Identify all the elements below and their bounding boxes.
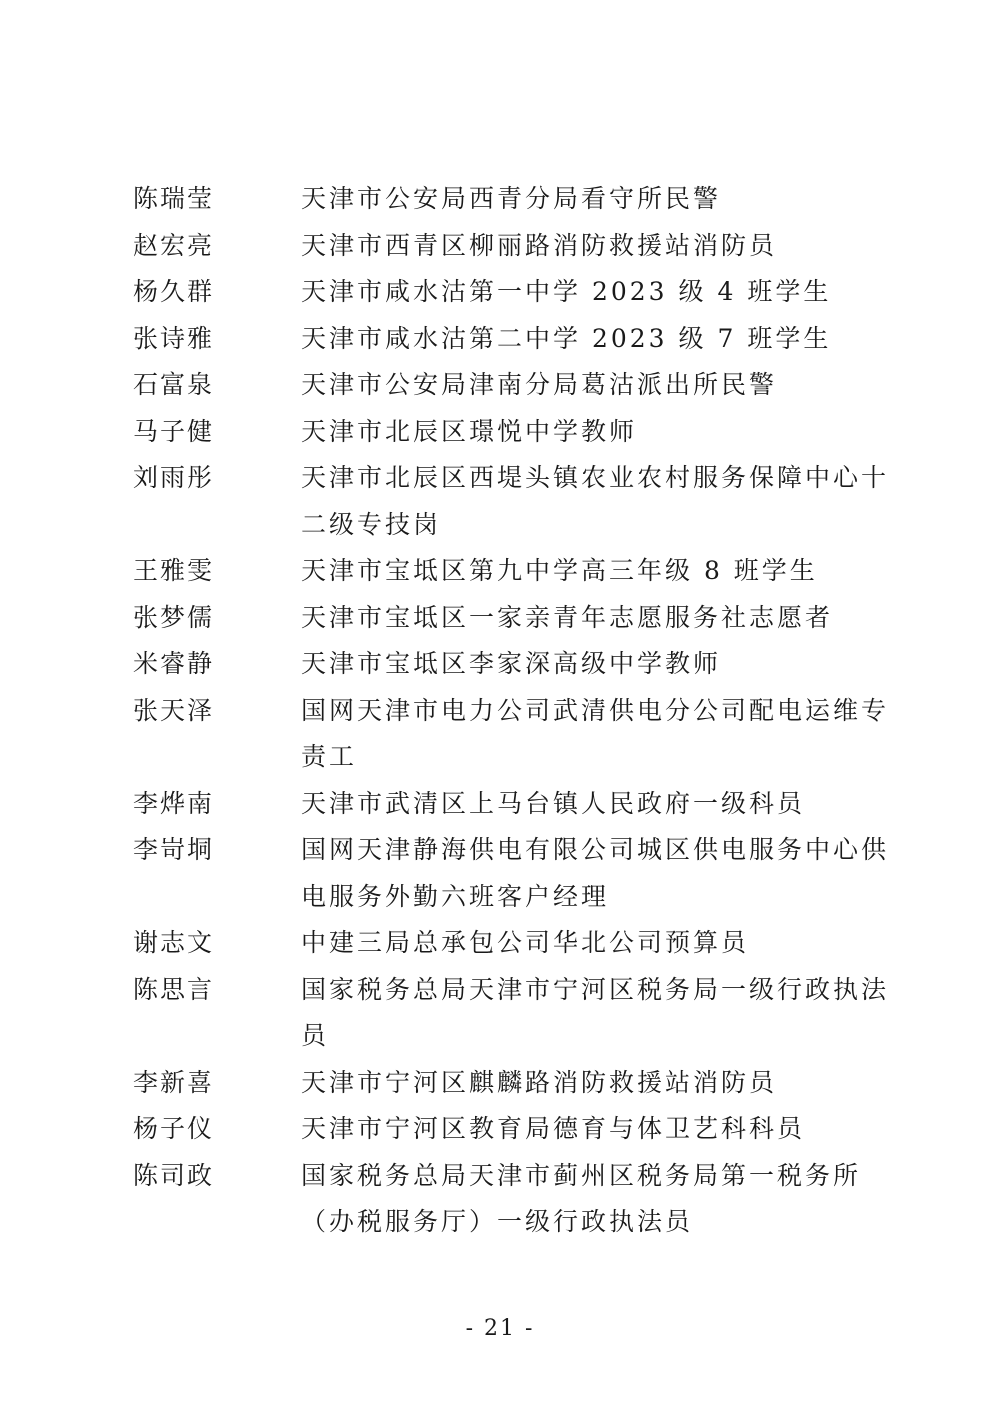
person-affiliation: 天津市北辰区西堤头镇农业农村服务保障中心十二级专技岗 xyxy=(301,463,890,539)
list-item xyxy=(133,176,893,223)
person-affiliation: 天津市武清区上马台镇人民政府一级科员 xyxy=(301,788,806,818)
person-name: 王雅雯 xyxy=(133,556,215,585)
list-item xyxy=(133,827,893,920)
list-item xyxy=(133,920,893,967)
person-affiliation: 天津市宁河区教育局德育与体卫艺科科员 xyxy=(301,1114,806,1143)
list-item xyxy=(133,362,893,409)
person-name: 李新喜 xyxy=(133,1067,215,1097)
person-affiliation: 天津市咸水沽第一中学 2023 级 4 班学生 xyxy=(301,277,832,306)
honoree-list xyxy=(133,176,893,1246)
person-name: 陈思言 xyxy=(133,974,215,1004)
person-name: 刘雨彤 xyxy=(133,463,215,492)
person-affiliation: 国家税务总局天津市宁河区税务局一级行政执法员 xyxy=(301,974,890,1050)
person-name: 张梦儒 xyxy=(133,602,215,632)
person-name: 谢志文 xyxy=(133,928,215,957)
person-name: 张诗雅 xyxy=(133,323,215,353)
person-name: 石富泉 xyxy=(133,370,215,399)
page-number: - 21 - xyxy=(465,1316,535,1341)
person-name: 李岢垌 xyxy=(133,835,215,864)
person-affiliation: 天津市宝坻区第九中学高三年级 8 班学生 xyxy=(301,556,818,585)
list-item xyxy=(133,269,893,316)
list-item xyxy=(133,967,893,1060)
person-name: 杨子仪 xyxy=(133,1114,215,1143)
person-affiliation: 国网天津市电力公司武清供电分公司配电运维专责工 xyxy=(301,695,890,771)
person-name: 米睿静 xyxy=(133,649,215,678)
list-item xyxy=(133,781,893,828)
person-name: 张天泽 xyxy=(133,695,215,725)
list-item xyxy=(133,316,893,363)
person-affiliation: 天津市北辰区璟悦中学教师 xyxy=(301,416,638,446)
person-affiliation: 天津市公安局西青分局看守所民警 xyxy=(301,184,722,213)
list-item xyxy=(133,1153,893,1246)
person-affiliation: 天津市宁河区麒麟路消防救援站消防员 xyxy=(301,1067,778,1097)
person-name: 陈司政 xyxy=(133,1160,215,1190)
list-item xyxy=(133,688,893,781)
list-item xyxy=(133,641,893,688)
list-item xyxy=(133,223,893,270)
person-name: 赵宏亮 xyxy=(133,230,215,260)
person-name: 杨久群 xyxy=(133,277,215,306)
person-affiliation: 天津市西青区柳丽路消防救援站消防员 xyxy=(301,230,778,260)
list-item xyxy=(133,455,893,548)
list-item xyxy=(133,1060,893,1107)
person-affiliation: 天津市宝坻区一家亲青年志愿服务社志愿者 xyxy=(301,602,834,632)
person-name: 马子健 xyxy=(133,416,215,446)
list-item xyxy=(133,409,893,456)
person-affiliation: 国网天津静海供电有限公司城区供电服务中心供电服务外勤六班客户经理 xyxy=(301,835,890,911)
list-item xyxy=(133,1106,893,1153)
list-item xyxy=(133,595,893,642)
person-affiliation: 天津市公安局津南分局葛沽派出所民警 xyxy=(301,370,778,399)
person-name: 李烨南 xyxy=(133,788,215,818)
person-affiliation: 天津市宝坻区李家深高级中学教师 xyxy=(301,649,722,678)
person-affiliation: 国家税务总局天津市蓟州区税务局第一税务所（办税服务厅）一级行政执法员 xyxy=(301,1160,862,1236)
list-item xyxy=(133,548,893,595)
person-affiliation: 中建三局总承包公司华北公司预算员 xyxy=(301,928,750,957)
person-affiliation: 天津市咸水沽第二中学 2023 级 7 班学生 xyxy=(301,323,832,353)
person-name: 陈瑞莹 xyxy=(133,184,215,213)
